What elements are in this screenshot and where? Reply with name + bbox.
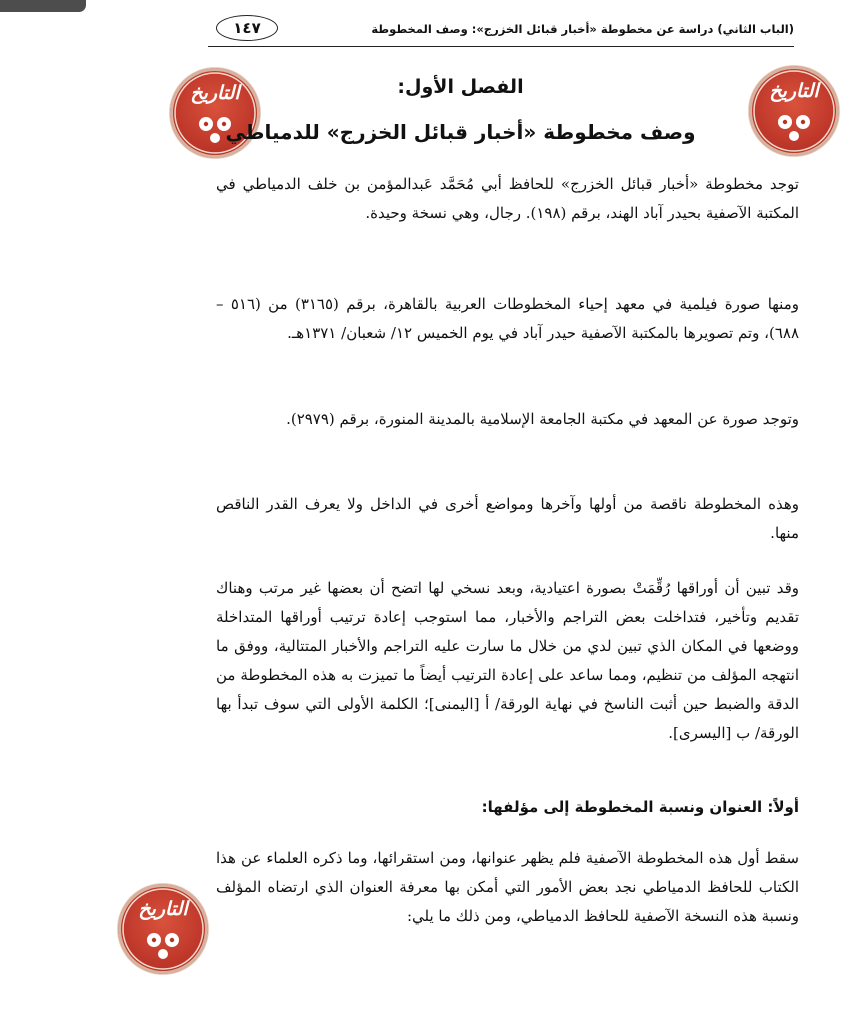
- paragraph-4: وهذه المخطوطة ناقصة من أولها وآخرها ومواضع أخرى في الداخل ولا يعرف القدر الناقص منها.: [216, 495, 799, 542]
- section-heading: أولاً: العنوان ونسبة المخطوطة إلى مؤلفها:: [481, 798, 799, 816]
- stamp-word: التاريخ: [769, 80, 819, 102]
- page-header: [208, 14, 794, 47]
- stamp-word: التاريخ: [190, 82, 240, 104]
- chapter-title: وصف مخطوطة «أخبار قبائل الخزرج» للدمياطي: [225, 120, 696, 144]
- chapter-label: الفصل الأول:: [397, 76, 524, 98]
- page-number: ١٤٧: [216, 15, 278, 41]
- running-head: (الباب الثاني) دراسة عن مخطوطة «أخبار قبائل الخزرج»: وصف المخطوطة: [371, 22, 794, 36]
- paragraph-3: وتوجد صورة عن المعهد في مكتبة الجامعة الإسلامية بالمدينة المنورة، برقم (٢٩٧٩).: [286, 410, 799, 428]
- corner-tab: [0, 0, 86, 12]
- section-paragraph: سقط أول هذه المخطوطة الآصفية فلم يظهر عنوانها، ومن استقرائها، وما ذكره العلماء عن هذا الكتاب للحافظ الدمياطي نجد بعض الأمور التي أمكن بها معرفة العنوان الذي ارتضاه المؤلف ونسبة هذه النسخة الآصفية للحافظ الدمياطي، ومن ذلك ما يلي:: [216, 849, 799, 925]
- paragraph-5: وقد تبين أن أوراقها رُقِّمَتْ بصورة اعتيادية، وبعد نسخي لها اتضح أن بعضها غير مرتب وهناك تقديم وتأخير، فتداخلت بعض التراجم والأخبار، مما استوجب إعادة ترتيب أوراقها المتداخلة ووضعها في المكان الذي تبين لدي من خلال ما سارت عليه التراجم والأخبار المتتالية، ووفق ما انتهجه المؤلف من تنظيم، ومما ساعد على إعادة الترتيب أيضاً ما تميزت به هذه المخطوطة من الدقة والضبط حين أثبت الناسخ في نهاية الورقة/ أ [اليمنى]؛ الكلمة الأولى التي سوف تبدأ بها الورقة/ ب [اليسرى].: [216, 579, 799, 742]
- stamp-word: التاريخ: [138, 898, 188, 920]
- paragraph-2: ومنها صورة فيلمية في معهد إحياء المخطوطات العربية بالقاهرة، برقم (٣١٦٥) من (٥١٦ – ٦٨٨)، وتم تصويرها بالمكتبة الآصفية حيدر آباد في يوم الخميس ١٢/ شعبان/ ١٣٧١هـ.: [216, 295, 799, 342]
- stamp-bottom-left: [118, 884, 208, 974]
- paragraph-1: توجد مخطوطة «أخبار قبائل الخزرج» للحافظ أبي مُحَمَّد عَبدالمؤمن بن خلف الدمياطي في المكتبة الآصفية بحيدر آباد الهند، برقم (١٩٨). رجال، وهي نسخة وحيدة.: [216, 175, 799, 222]
